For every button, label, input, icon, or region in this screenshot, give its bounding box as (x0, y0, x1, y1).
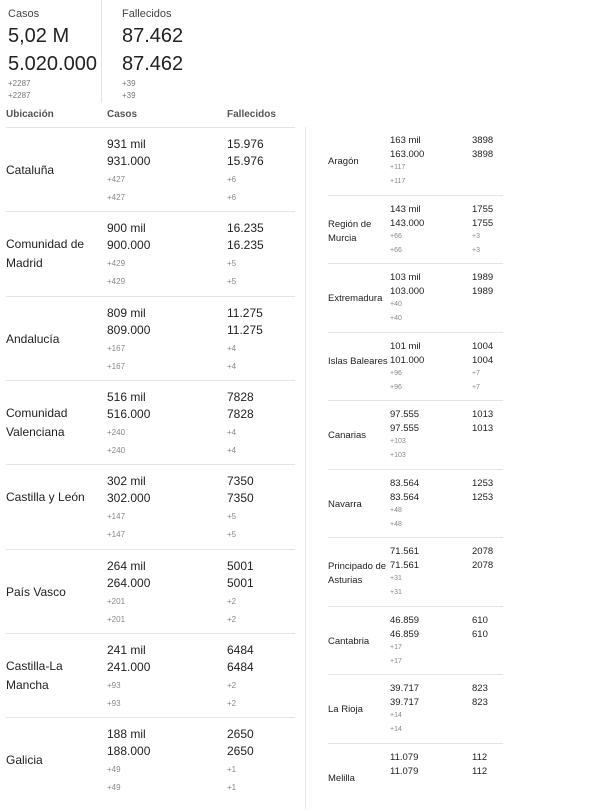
table-row[interactable] (0, 549, 295, 633)
cases-delta: +93 (107, 699, 121, 708)
cases-short: 241 mil (107, 643, 146, 657)
table-row[interactable] (328, 744, 503, 812)
deaths-delta: +2 (227, 699, 237, 708)
deaths-cell (472, 271, 493, 299)
cases-short: 931 mil (107, 137, 146, 151)
deaths-full: 823 (472, 697, 488, 708)
cases-cell (390, 682, 419, 710)
table-row[interactable] (0, 211, 295, 295)
table-row[interactable] (328, 675, 503, 743)
deaths-cell (472, 751, 487, 779)
deaths-full: 1755 (472, 218, 494, 229)
deaths-cell (472, 545, 493, 573)
region-name: Melilla (328, 773, 355, 784)
region-name: Comunidad Valenciana (6, 406, 68, 439)
cases-cell (390, 408, 419, 436)
cases-full: 46.859 (390, 629, 420, 640)
deaths-delta: +7 (472, 370, 480, 377)
table-row[interactable] (328, 264, 503, 332)
deaths-delta: +1 (227, 765, 237, 774)
table-row[interactable] (328, 196, 503, 264)
cases-summary-delta: +2287 (8, 91, 31, 100)
cases-short: 39.717 (390, 683, 420, 694)
deaths-delta: +7 (472, 384, 480, 391)
deaths-cell (472, 614, 488, 642)
deaths-delta: +4 (227, 446, 237, 455)
table-row[interactable] (328, 401, 503, 469)
deaths-short: 1004 (472, 341, 494, 352)
region-name: Región de Murcia (328, 219, 372, 244)
cases-full: 143.000 (390, 218, 425, 229)
table-row[interactable] (0, 127, 295, 211)
deaths-short: 823 (472, 683, 488, 694)
deaths-cell (472, 134, 493, 162)
deaths-short: 610 (472, 615, 488, 626)
header-location[interactable]: Ubicación (6, 109, 54, 120)
cases-delta: +96 (390, 370, 402, 377)
cases-cell (390, 614, 419, 642)
deaths-summary-label: Fallecidos (122, 8, 172, 20)
cases-delta: +66 (390, 247, 402, 254)
cases-cell (107, 220, 150, 254)
cases-cell (390, 271, 424, 299)
deaths-cell (227, 726, 254, 760)
cases-full: 11.079 (390, 766, 419, 777)
deaths-short: 3898 (472, 135, 494, 146)
deaths-cell (472, 682, 488, 710)
table-row[interactable] (328, 470, 503, 538)
cases-full: 101.000 (390, 355, 425, 366)
cases-delta: +201 (107, 615, 126, 624)
deaths-cell (227, 389, 254, 423)
deaths-full: 3898 (472, 149, 494, 160)
deaths-short: 1755 (472, 204, 494, 215)
cases-delta: +167 (107, 362, 126, 371)
cases-short: 188 mil (107, 727, 146, 741)
deaths-delta: +4 (227, 344, 237, 353)
deaths-delta: +3 (472, 233, 480, 240)
cases-full: 103.000 (390, 286, 425, 297)
deaths-delta: +2 (227, 597, 237, 606)
deaths-delta: +2 (227, 615, 237, 624)
cases-cell (107, 305, 150, 339)
region-name: Castilla-La Mancha (6, 659, 63, 692)
cases-delta: +427 (107, 193, 126, 202)
header-deaths[interactable]: Fallecidos (227, 109, 276, 120)
cases-delta: +31 (390, 575, 402, 582)
cases-delta: +40 (390, 315, 402, 322)
cases-delta: +49 (107, 783, 121, 792)
cases-short: 163 mil (390, 135, 421, 146)
deaths-delta: +5 (227, 259, 237, 268)
column-divider (305, 127, 306, 809)
deaths-full: 16.235 (227, 238, 264, 252)
deaths-delta: +3 (472, 247, 480, 254)
cases-full: 516.000 (107, 407, 151, 421)
table-row[interactable] (0, 717, 295, 801)
deaths-cell (472, 408, 493, 436)
deaths-full: 5001 (227, 576, 254, 590)
deaths-full: 11.275 (227, 323, 263, 337)
cases-summary-short: 5,02 M (8, 25, 70, 47)
cases-short: 264 mil (107, 559, 146, 573)
header-cases[interactable]: Casos (107, 109, 138, 120)
cases-short: 143 mil (390, 204, 421, 215)
cases-delta: +240 (107, 446, 126, 455)
cases-cell (390, 545, 419, 573)
cases-short: 97.555 (390, 409, 420, 420)
cases-delta: +240 (107, 428, 126, 437)
cases-cell (107, 473, 150, 507)
cases-cell (390, 134, 424, 162)
deaths-full: 1253 (472, 492, 494, 503)
deaths-full: 7828 (227, 407, 254, 421)
cases-cell (390, 751, 418, 779)
deaths-summary-short: 87.462 (122, 25, 184, 47)
deaths-short: 15.976 (227, 137, 264, 151)
cases-full: 900.000 (107, 238, 151, 252)
deaths-summary-delta: +39 (122, 91, 136, 100)
cases-delta: +117 (390, 178, 406, 185)
region-name: Aragón (328, 156, 359, 167)
deaths-short: 16.235 (227, 221, 264, 235)
deaths-cell (227, 136, 264, 170)
cases-cell (390, 340, 424, 368)
deaths-delta: +1 (227, 783, 237, 792)
deaths-full: 7350 (227, 491, 254, 505)
deaths-delta: +5 (227, 530, 237, 539)
cases-delta: +201 (107, 597, 126, 606)
cases-delta: +48 (390, 507, 402, 514)
cases-cell (107, 642, 150, 676)
deaths-full: 15.976 (227, 154, 264, 168)
cases-cell (390, 477, 419, 505)
deaths-cell (227, 642, 254, 676)
cases-short: 900 mil (107, 221, 146, 235)
region-name: Islas Baleares (328, 356, 388, 367)
cases-short: 83.564 (390, 478, 420, 489)
deaths-cell (227, 473, 254, 507)
deaths-full: 2650 (227, 744, 254, 758)
deaths-short: 7828 (227, 390, 254, 404)
deaths-full: 112 (472, 766, 488, 777)
deaths-full: 2078 (472, 560, 494, 571)
deaths-short: 11.275 (227, 306, 263, 320)
deaths-summary-full: 87.462 (122, 53, 184, 75)
table-row[interactable] (0, 380, 295, 464)
deaths-short: 2078 (472, 546, 494, 557)
region-name: Navarra (328, 499, 362, 510)
cases-delta: +147 (107, 530, 126, 539)
deaths-delta: +6 (227, 193, 237, 202)
cases-summary-full: 5.020.000 (8, 53, 97, 75)
cases-full: 71.561 (390, 560, 420, 571)
summary-divider (101, 0, 102, 103)
table-row[interactable] (328, 333, 503, 401)
cases-cell (107, 558, 150, 592)
deaths-delta: +6 (227, 175, 237, 184)
deaths-short: 1989 (472, 272, 494, 283)
deaths-cell (472, 477, 493, 505)
deaths-short: 7350 (227, 474, 254, 488)
region-name: Cantabria (328, 636, 370, 647)
cases-full: 264.000 (107, 576, 151, 590)
cases-summary-label: Casos (8, 8, 40, 20)
region-name: Canarias (328, 430, 367, 441)
cases-short: 46.859 (390, 615, 420, 626)
deaths-cell (472, 340, 493, 368)
cases-delta: +427 (107, 175, 126, 184)
cases-delta: +66 (390, 233, 402, 240)
cases-delta: +40 (390, 301, 402, 308)
cases-short: 71.561 (390, 546, 420, 557)
deaths-delta: +5 (227, 277, 237, 286)
deaths-summary-delta: +39 (122, 79, 136, 88)
deaths-full: 1989 (472, 286, 494, 297)
cases-short: 516 mil (107, 390, 146, 404)
table-row[interactable] (328, 127, 503, 195)
cases-cell (107, 136, 150, 170)
cases-full: 188.000 (107, 744, 151, 758)
cases-delta: +31 (390, 589, 402, 596)
region-name: Cataluña (6, 163, 55, 177)
deaths-short: 1013 (472, 409, 494, 420)
cases-short: 809 mil (107, 306, 146, 320)
cases-full: 83.564 (390, 492, 420, 503)
cases-delta: +17 (390, 644, 402, 651)
cases-cell (107, 726, 150, 760)
cases-cell (107, 389, 150, 423)
deaths-delta: +4 (227, 428, 237, 437)
table-row[interactable] (0, 464, 295, 548)
deaths-short: 5001 (227, 559, 254, 573)
deaths-short: 112 (472, 752, 488, 763)
cases-delta: +117 (390, 164, 406, 171)
region-name: Principado de Asturias (328, 561, 387, 586)
cases-full: 97.555 (390, 423, 420, 434)
cases-delta: +103 (390, 452, 406, 459)
table-row[interactable] (328, 607, 503, 675)
cases-full: 163.000 (390, 149, 425, 160)
cases-full: 931.000 (107, 154, 151, 168)
deaths-cell (227, 220, 264, 254)
deaths-full: 1013 (472, 423, 494, 434)
cases-delta: +48 (390, 521, 402, 528)
cases-short: 101 mil (390, 341, 421, 352)
cases-full: 809.000 (107, 323, 151, 337)
cases-delta: +167 (107, 344, 126, 353)
deaths-short: 2650 (227, 727, 254, 741)
deaths-delta: +4 (227, 362, 237, 371)
table-row[interactable] (0, 633, 295, 717)
cases-full: 39.717 (390, 697, 420, 708)
cases-summary-delta: +2287 (8, 79, 31, 88)
cases-delta: +93 (107, 681, 121, 690)
region-name: Andalucía (6, 332, 60, 346)
deaths-cell (227, 558, 254, 592)
cases-full: 302.000 (107, 491, 151, 505)
table-row[interactable] (0, 296, 295, 380)
table-row[interactable] (328, 538, 503, 606)
deaths-delta: +5 (227, 512, 237, 521)
cases-short: 302 mil (107, 474, 146, 488)
cases-delta: +147 (107, 512, 126, 521)
deaths-full: 610 (472, 629, 488, 640)
region-name: Comunidad de Madrid (6, 237, 85, 270)
cases-short: 103 mil (390, 272, 421, 283)
cases-delta: +429 (107, 259, 126, 268)
deaths-short: 6484 (227, 643, 254, 657)
deaths-full: 1004 (472, 355, 494, 366)
cases-delta: +17 (390, 658, 402, 665)
cases-delta: +14 (390, 712, 402, 719)
region-name: Castilla y León (6, 490, 85, 504)
cases-delta: +14 (390, 726, 402, 733)
cases-delta: +49 (107, 765, 121, 774)
cases-cell (390, 203, 424, 231)
cases-delta: +103 (390, 438, 406, 445)
cases-short: 11.079 (390, 752, 419, 763)
deaths-cell (472, 203, 493, 231)
deaths-short: 1253 (472, 478, 494, 489)
deaths-cell (227, 305, 263, 339)
region-name: País Vasco (6, 585, 66, 599)
region-name: Galicia (6, 753, 43, 767)
deaths-full: 6484 (227, 660, 254, 674)
deaths-delta: +2 (227, 681, 237, 690)
region-name: Extremadura (328, 293, 383, 304)
region-name: La Rioja (328, 704, 363, 715)
cases-full: 241.000 (107, 660, 151, 674)
cases-delta: +429 (107, 277, 126, 286)
cases-delta: +96 (390, 384, 402, 391)
